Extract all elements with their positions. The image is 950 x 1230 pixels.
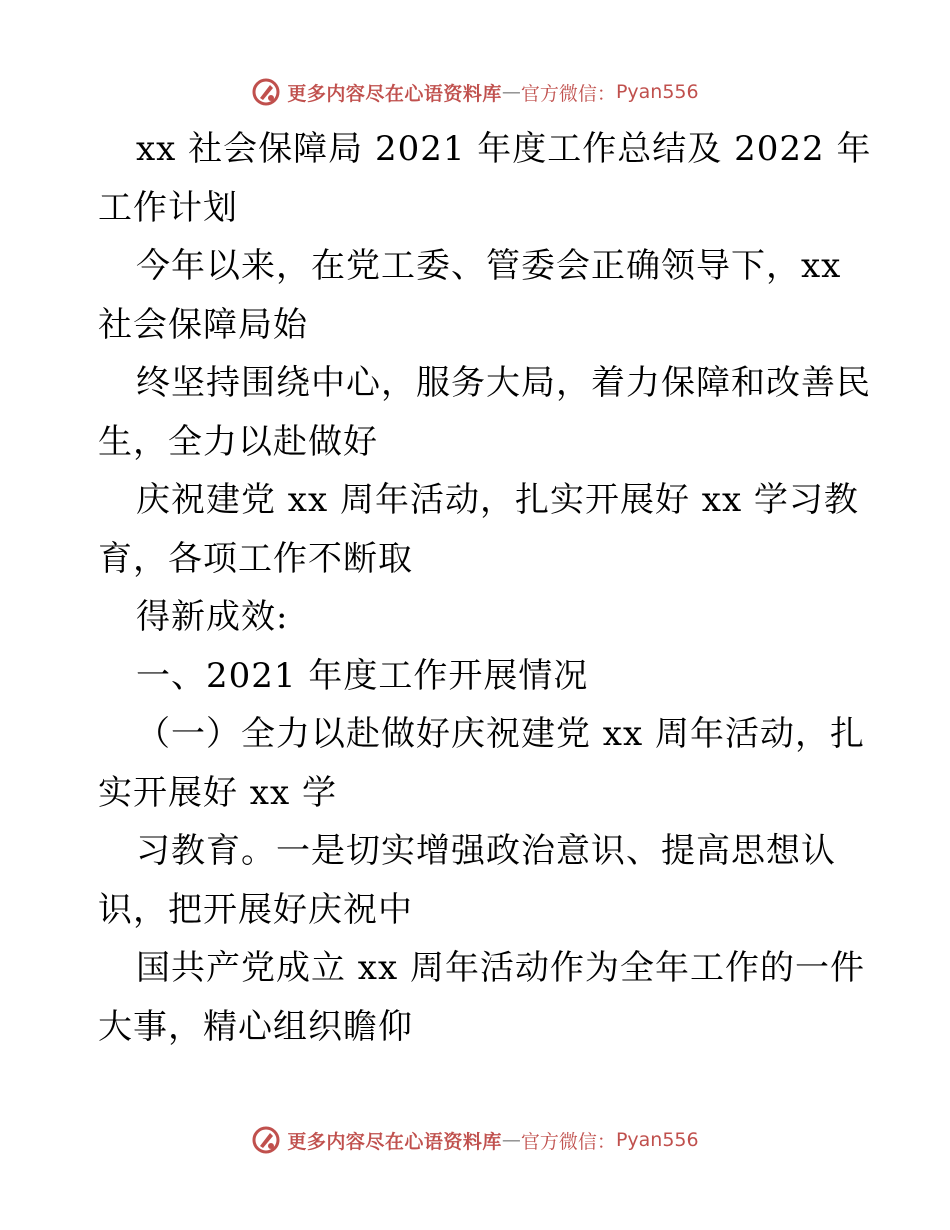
doc-text-line: 今年以来，在党工委、管委会正确领导下，xx: [136, 246, 842, 286]
doc-text-line: 得新成效:: [136, 597, 289, 637]
doc-text-line: 大事，精心组织瞻仰: [98, 1006, 413, 1047]
section-heading: 一、2021 年度工作开展情况: [136, 655, 589, 696]
doc-text-line: 终坚持围绕中心，服务大局，着力保障和改善民: [136, 363, 871, 403]
watermark-wechat-id: Pyan556: [615, 81, 699, 103]
watermark-main-text: 更多内容尽在心语资料库: [287, 1130, 502, 1153]
doc-text-line: 国共产党成立 xx 周年活动作为全年工作的一件: [136, 948, 865, 988]
document-body: [98, 120, 872, 1056]
watermark-sub-text: 官方微信：: [520, 82, 616, 105]
doc-text-line: 识，把开展好庆祝中: [98, 889, 413, 930]
brand-logo-icon: [251, 1125, 281, 1155]
doc-text-line: 育，各项工作不断取: [98, 538, 413, 579]
watermark-footer: [0, 1120, 950, 1160]
doc-text-line: 社会保障局始: [98, 304, 308, 345]
doc-title-line-1: xx 社会保障局 2021 年度工作总结及 2022 年: [136, 129, 872, 169]
doc-text-line: 习教育。一是切实增强政治意识、提高思想认: [136, 831, 836, 871]
watermark-sub-text: 官方微信：: [520, 1130, 616, 1153]
doc-text-line: 庆祝建党 xx 周年活动，扎实开展好 xx 学习教: [136, 480, 859, 520]
watermark-main-text: 更多内容尽在心语资料库: [287, 82, 502, 105]
doc-text-line: 实开展好 xx 学: [98, 772, 337, 813]
watermark-wechat-id: Pyan556: [615, 1129, 699, 1151]
watermark-dash: —: [501, 81, 521, 103]
brand-logo-icon: [251, 77, 281, 107]
watermark-dash: —: [501, 1129, 521, 1151]
doc-title-line-2: 工作计划: [98, 187, 238, 228]
watermark-header: [0, 72, 950, 112]
subsection-heading: （一）全力以赴做好庆祝建党 xx 周年活动，扎: [136, 714, 865, 754]
doc-text-line: 生，全力以赴做好: [98, 421, 378, 462]
